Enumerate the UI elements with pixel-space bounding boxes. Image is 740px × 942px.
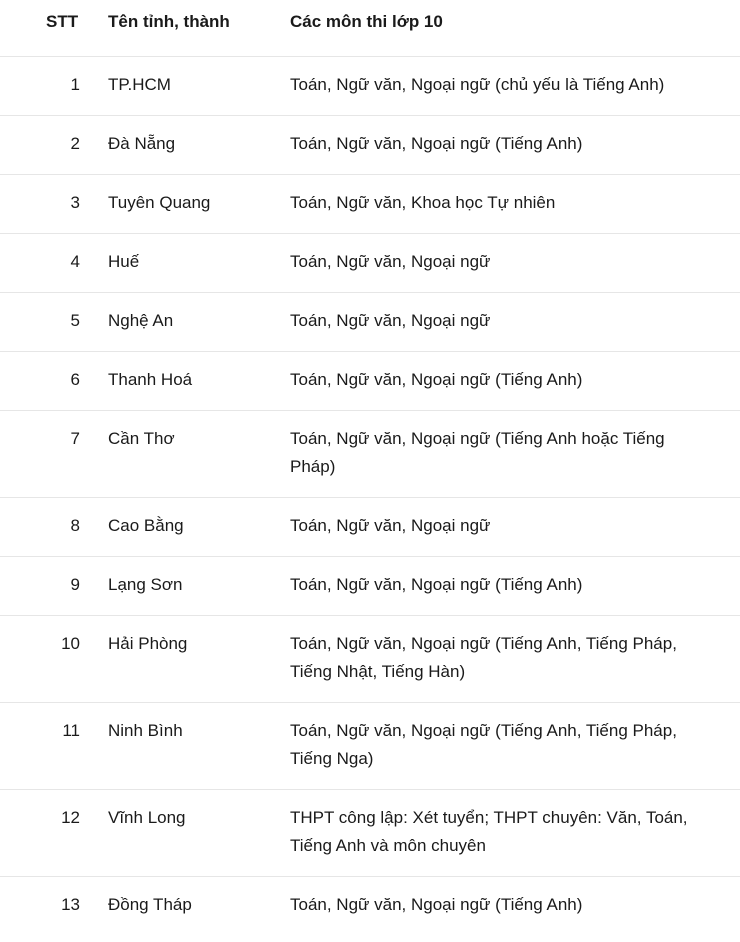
row-subjects: Toán, Ngữ văn, Ngoại ngữ (Tiếng Anh) (290, 894, 583, 914)
row-stt: 7 (0, 410, 98, 497)
row-stt: 12 (0, 789, 98, 876)
row-stt: 3 (0, 174, 98, 233)
header-stt: STT (0, 0, 98, 56)
row-subjects: Toán, Ngữ văn, Ngoại ngữ (Tiếng Anh hoặc Tiếng Pháp) (280, 410, 740, 497)
row-subjects: Toán, Ngữ văn, Ngoại ngữ (280, 497, 740, 556)
row-province: Lạng Sơn (98, 556, 280, 615)
row-province: Đà Nẵng (98, 115, 280, 174)
row-province: Cần Thơ (98, 410, 280, 497)
row-subjects: Toán, Ngữ văn, Ngoại ngữ (Tiếng Anh, Tiếng Pháp, Tiếng Nga) (280, 702, 740, 789)
table-row (0, 233, 740, 292)
table-row (0, 497, 740, 556)
table-row (0, 351, 740, 410)
row-province: TP.HCM (98, 56, 280, 115)
row-stt: 11 (0, 702, 98, 789)
table-row (0, 174, 740, 233)
row-stt: 4 (0, 233, 98, 292)
row-province: Ninh Bình (98, 702, 280, 789)
row-province: Hải Phòng (98, 615, 280, 702)
row-stt: 2 (0, 115, 98, 174)
row-subjects: THPT công lập: Xét tuyển; THPT chuyên: Văn, Toán, Tiếng Anh và môn chuyên (280, 789, 740, 876)
table-header-row (0, 0, 740, 56)
row-stt: 8 (0, 497, 98, 556)
table-row (0, 56, 740, 115)
table-row (0, 410, 740, 497)
row-subjects: Toán, Ngữ văn, Ngoại ngữ (280, 233, 740, 292)
row-stt: 9 (0, 556, 98, 615)
row-province: Vĩnh Long (98, 789, 280, 876)
header-province: Tên tỉnh, thành (98, 0, 280, 56)
table-row (0, 292, 740, 351)
header-subjects: Các môn thi lớp 10 (280, 0, 740, 56)
row-stt: 13 (61, 894, 80, 914)
row-subjects: Toán, Ngữ văn, Ngoại ngữ (280, 292, 740, 351)
row-province: Tuyên Quang (98, 174, 280, 233)
row-subjects: Toán, Ngữ văn, Ngoại ngữ (Tiếng Anh) (280, 351, 740, 410)
row-subjects: Toán, Ngữ văn, Ngoại ngữ (Tiếng Anh) (280, 115, 740, 174)
row-province: Huế (98, 233, 280, 292)
table-row (0, 876, 740, 935)
row-subjects: Toán, Ngữ văn, Ngoại ngữ (chủ yếu là Tiếng Anh) (280, 56, 740, 115)
table-row (0, 702, 740, 789)
row-subjects: Toán, Ngữ văn, Ngoại ngữ (Tiếng Anh, Tiếng Pháp, Tiếng Nhật, Tiếng Hàn) (280, 615, 740, 702)
table-row (0, 615, 740, 702)
row-province: Thanh Hoá (98, 351, 280, 410)
row-province: Nghệ An (98, 292, 280, 351)
row-province: Đồng Tháp (108, 894, 192, 914)
table-row (0, 556, 740, 615)
table-row (0, 789, 740, 876)
table-row (0, 115, 740, 174)
row-subjects: Toán, Ngữ văn, Khoa học Tự nhiên (280, 174, 740, 233)
row-subjects: Toán, Ngữ văn, Ngoại ngữ (Tiếng Anh) (280, 556, 740, 615)
row-stt: 1 (0, 56, 98, 115)
row-stt: 10 (0, 615, 98, 702)
row-province: Cao Bằng (98, 497, 280, 556)
row-stt: 6 (0, 351, 98, 410)
row-stt: 5 (0, 292, 98, 351)
